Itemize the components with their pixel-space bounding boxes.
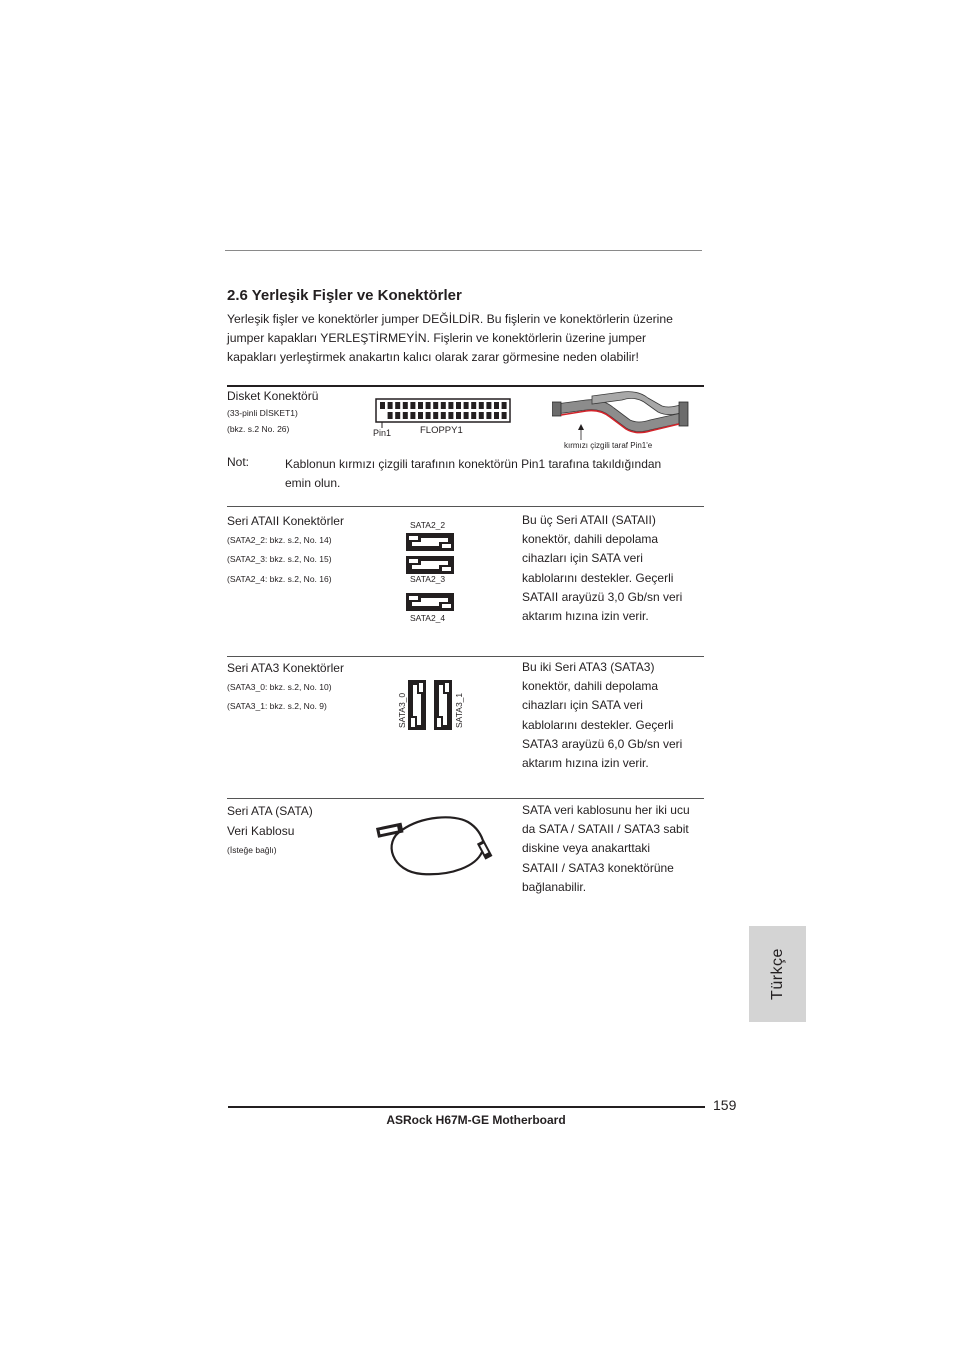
sata2-label: Seri ATAII Konektörler [227, 514, 344, 528]
desc-line: konektör, dahili depolama [522, 679, 659, 694]
floppy-pin [448, 402, 453, 409]
note-key: Not: [227, 455, 250, 469]
floppy-pin [479, 402, 484, 409]
desc-line: da SATA / SATAII / SATA3 sabit [522, 822, 689, 837]
floppy-pin [494, 402, 499, 409]
floppy-label: Disket Konektörü [227, 389, 319, 403]
cable-label-1: Seri ATA (SATA) [227, 804, 313, 818]
desc-line: SATA veri kablosunu her iki ucu [522, 803, 690, 817]
desc-line: diskine veya anakarttaki [522, 841, 651, 856]
row-divider [227, 506, 704, 507]
page-number: 159 [713, 1097, 737, 1113]
sata2-sub1: (SATA2_2: bkz. s.2, No. 14) [227, 535, 332, 545]
sata3-port1-label: SATA3_0 [397, 692, 407, 728]
language-side-tab [749, 926, 806, 1022]
floppy-pin [448, 412, 453, 419]
sata3-label: Seri ATA3 Konektörler [227, 661, 344, 675]
top-rule [225, 250, 702, 251]
footer-text: ASRock H67M-GE Motherboard [386, 1113, 566, 1127]
row-divider [227, 798, 704, 799]
language-side-tab-label: Türkçe [768, 948, 786, 1000]
floppy-pin [441, 412, 446, 419]
sata2-port1-connector [406, 533, 454, 551]
desc-line: Bu iki Seri ATA3 (SATA3) [522, 660, 655, 674]
floppy-pin [486, 402, 491, 409]
floppy-connector-diagram [370, 396, 520, 440]
desc-line: kablolarını destekler. Geçerli [522, 570, 674, 585]
desc-line: bağlanabilir. [522, 879, 587, 894]
cable-label-2: Veri Kablosu [227, 824, 295, 838]
desc-line: aktarım hızına izin verir. [522, 756, 649, 771]
floppy-pin [388, 412, 393, 419]
intro-line: Yerleşik fişler ve konektörler jumper DEĞİLDİR. Bu fişlerin ve konektörlerin üzerine [227, 312, 673, 326]
floppy-pin [388, 402, 393, 409]
desc-line: cihazları için SATA veri [522, 551, 643, 566]
floppy-pin [456, 412, 461, 419]
sata-cable-icon [372, 812, 496, 878]
table-top-rule [227, 385, 704, 387]
intro-line: jumper kapakları YERLEŞTİRMEYİN. Fişlerin ve konektörlerin üzerine jumper [227, 331, 647, 345]
note-text [285, 455, 661, 493]
intro-paragraph [227, 310, 703, 367]
floppy-pin [403, 402, 408, 409]
floppy-pin [456, 402, 461, 409]
sata3-connectors-diagram [396, 674, 468, 736]
floppy-sub2: (bkz. s.2 No. 26) [227, 424, 290, 434]
floppy-pin [479, 412, 484, 419]
floppy-sub1: (33-pinli DİSKET1) [227, 408, 298, 418]
desc-line: kablolarını destekler. Geçerli [522, 717, 674, 732]
floppy-connector-label: FLOPPY1 [420, 425, 463, 436]
floppy-pin [494, 412, 499, 419]
desc-line: SATAII / SATA3 konektörüne [522, 860, 674, 875]
floppy-pin [395, 402, 400, 409]
desc-line: Bu üç Seri ATAII (SATAII) [522, 513, 656, 527]
sata2-port3-connector [406, 593, 454, 611]
sata3-sub2: (SATA3_1: bkz. s.2, No. 9) [227, 701, 327, 711]
floppy-pin [464, 402, 469, 409]
cable-sub: (İsteğe bağlı) [227, 845, 277, 855]
floppy-pin [426, 402, 431, 409]
floppy-pin-row-top [380, 402, 507, 409]
sata3-port2-label: SATA3_1 [454, 692, 464, 728]
sata3-sub1: (SATA3_0: bkz. s.2, No. 10) [227, 682, 332, 692]
sata2-port2-connector [406, 556, 454, 574]
footer-rule [228, 1106, 705, 1108]
section-title: 2.6 Yerleşik Fişler ve Konektörler [227, 287, 462, 304]
floppy-pin [502, 412, 507, 419]
floppy-pin [471, 412, 476, 419]
note-line: Kablonun kırmızı çizgili tarafının konektörün Pin1 tarafına takıldığından [285, 457, 662, 471]
desc-line: cihazları için SATA veri [522, 698, 643, 713]
intro-line: kapakları yerleştirmek anakartın kalıcı olarak zarar görmesine neden olabilir! [227, 350, 639, 364]
floppy-pin1-label: Pin1 [373, 428, 392, 438]
sata2-port3-label: SATA2_4 [410, 613, 446, 623]
sata3-port1-connector [408, 680, 426, 730]
floppy-pin [486, 412, 491, 419]
floppy-pin [464, 412, 469, 419]
desc-line: konektör, dahili depolama [522, 532, 659, 547]
floppy-pin [410, 412, 415, 419]
floppy-pin [433, 402, 438, 409]
desc-line: SATAII arayüzü 3,0 Gb/sn veri [522, 589, 683, 604]
desc-line: aktarım hızına izin verir. [522, 609, 649, 624]
floppy-pin [403, 412, 408, 419]
cable-plug-left [376, 823, 404, 838]
sata2-port1-label: SATA2_2 [410, 520, 446, 530]
sata2-connectors-diagram [400, 516, 464, 626]
note-line: emin olun. [285, 476, 341, 490]
floppy-pin [471, 402, 476, 409]
sata3-port2-connector [434, 680, 452, 730]
floppy-pin [441, 402, 446, 409]
floppy-cable-caption: kırmızı çizgili taraf Pin1'e [564, 441, 653, 450]
row-divider [227, 656, 704, 657]
sata2-description [522, 511, 682, 626]
sata2-sub2: (SATA2_3: bkz. s.2, No. 15) [227, 554, 332, 564]
floppy-pin [410, 402, 415, 409]
floppy-pin [426, 412, 431, 419]
cable-description [522, 801, 690, 897]
desc-line: SATA3 arayüzü 6,0 Gb/sn veri [522, 736, 683, 751]
floppy-pin [502, 402, 507, 409]
sata2-port2-label: SATA2_3 [410, 574, 446, 584]
floppy-pin [433, 412, 438, 419]
sata3-description [522, 658, 682, 773]
floppy-pin [418, 402, 423, 409]
floppy-pin [380, 402, 385, 409]
sata2-sub3: (SATA2_4: bkz. s.2, No. 16) [227, 574, 332, 584]
floppy-pin [395, 412, 400, 419]
floppy-pin [418, 412, 423, 419]
